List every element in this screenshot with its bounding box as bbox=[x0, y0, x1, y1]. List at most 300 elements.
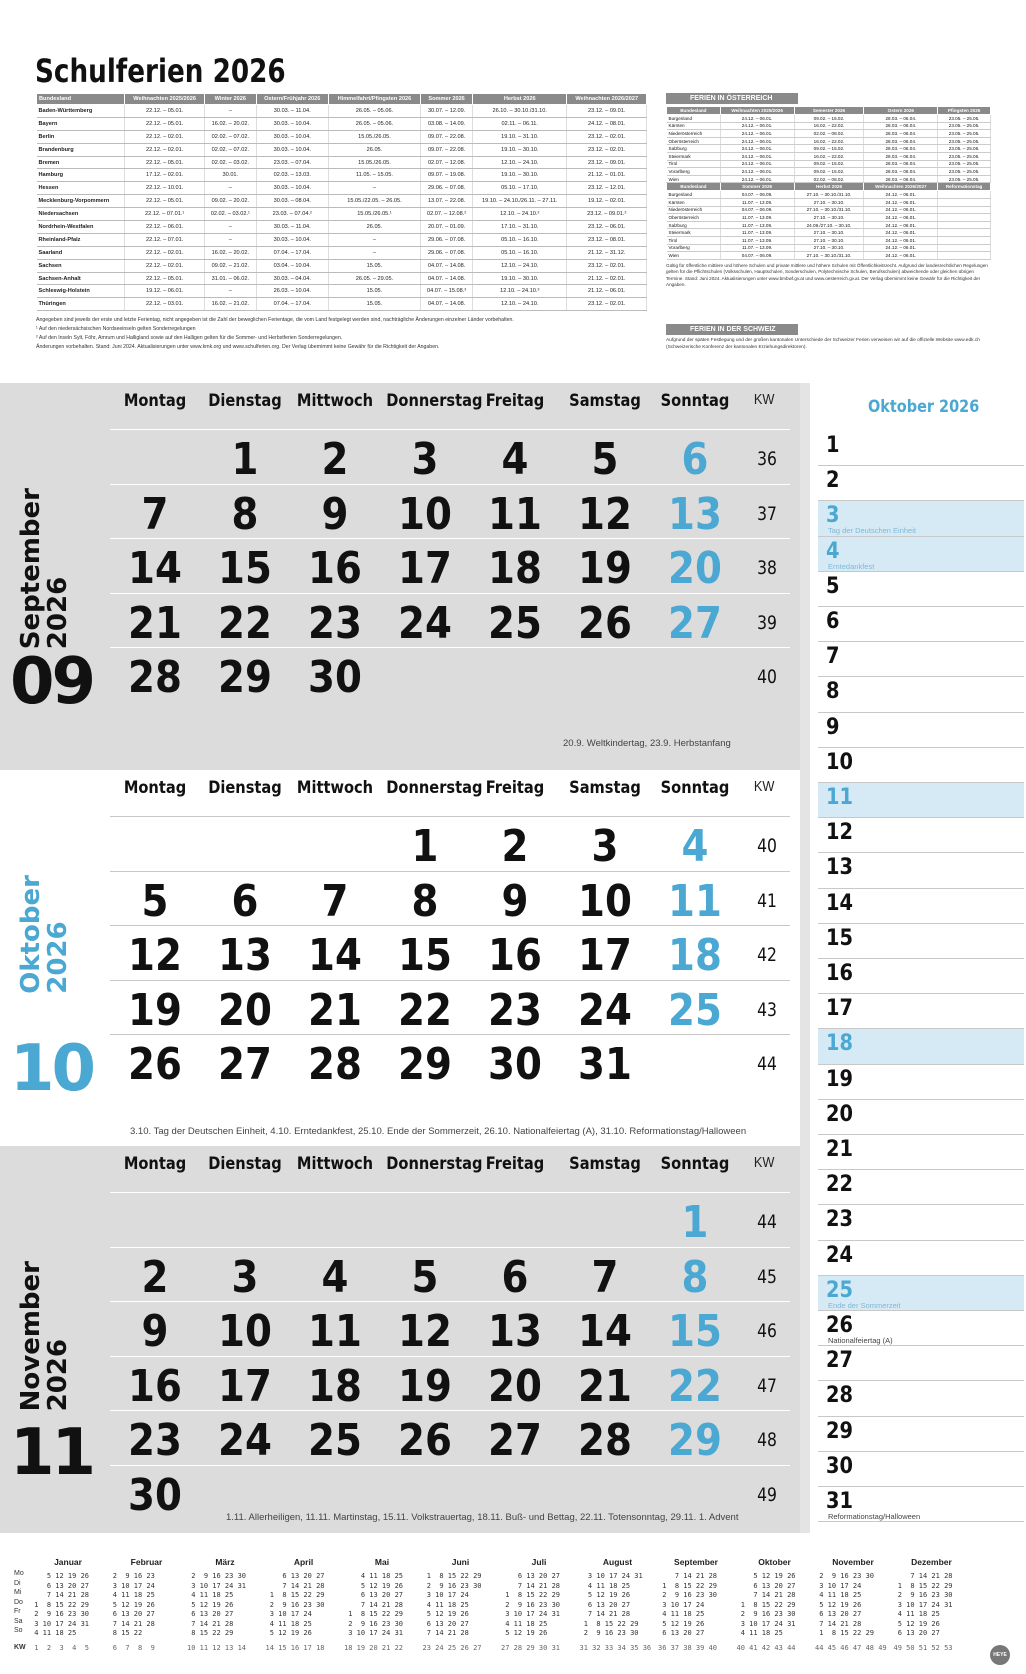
table-row bbox=[37, 259, 647, 272]
day-number: 11 bbox=[668, 875, 722, 927]
year-week-row: 2 9 16 23 30 bbox=[658, 1591, 718, 1599]
day-number: 14 bbox=[128, 543, 182, 594]
year-month-days bbox=[501, 1572, 577, 1639]
table-header-cell: Weihnachten 2025/2026 bbox=[125, 94, 205, 105]
year-week-row: 2 9 16 23 30 bbox=[344, 1619, 404, 1628]
table-cell: 15.05. bbox=[328, 259, 420, 272]
austria-cell: 24.12. – 06.01. bbox=[720, 130, 794, 138]
strip-day-row bbox=[818, 1487, 1024, 1522]
austria-cell: Burgenland bbox=[667, 191, 721, 199]
year-week-row: 5 12 19 26 bbox=[187, 1600, 234, 1609]
strip-day-number: 27 bbox=[826, 1348, 853, 1374]
year-week-row: 3 10 17 24 bbox=[658, 1600, 705, 1609]
year-month-name: Juli bbox=[531, 1557, 547, 1567]
austria-cell: 02.02. – 08.02. bbox=[794, 130, 864, 138]
day-number: 22 bbox=[398, 984, 452, 1036]
table-cell: 30.03. – 10.04. bbox=[256, 117, 328, 130]
day-number: 28 bbox=[308, 1039, 362, 1090]
table-cell: 02.11. – 06.11. bbox=[473, 117, 567, 130]
strip-day-row bbox=[818, 607, 1024, 642]
strip-day-row bbox=[818, 431, 1024, 466]
table-cell: – bbox=[204, 221, 256, 234]
austria-cell: 23.05. – 25.05. bbox=[938, 160, 991, 168]
table-header-cell: Ostern/Frühjahr 2026 bbox=[256, 94, 328, 105]
austria-header-row bbox=[667, 183, 991, 191]
strip-day-number: 23 bbox=[826, 1207, 853, 1233]
austria-row bbox=[667, 152, 991, 160]
weekday-label: Di bbox=[14, 1579, 21, 1587]
austria-row bbox=[667, 252, 991, 260]
year-month-name: September bbox=[674, 1557, 718, 1567]
month-footer-notes: 1.11. Allerheiligen, 11.11. Martinstag, 15.11. Volkstrauertag, 18.11. Buß- und Bettag, 22.11. Totensonntag, 29.11. 1. Advent bbox=[226, 1512, 739, 1523]
day-number: 23 bbox=[488, 984, 542, 1036]
austria-row bbox=[667, 145, 991, 153]
austria-cell: 27.10. – 30.10./31.10. bbox=[794, 252, 864, 260]
austria-cell: 24.12. – 06.01. bbox=[720, 160, 794, 168]
table-cell: 26.05. – 05.06. bbox=[328, 117, 420, 130]
table-cell: 19.12. – 02.01. bbox=[567, 195, 647, 208]
austria-header-cell: Reformationstag bbox=[938, 183, 991, 191]
year-week-row: 4 11 18 25 bbox=[344, 1572, 404, 1580]
austria-cell: Vorarlberg bbox=[667, 244, 721, 252]
table-cell: 09.07. – 22.08. bbox=[421, 130, 473, 143]
austria-row bbox=[667, 175, 991, 183]
year-week-row: 2 9 16 23 30 bbox=[736, 1610, 796, 1618]
table-row bbox=[37, 233, 647, 246]
table-cell: 15.05./26.05. bbox=[328, 130, 420, 143]
weekday-header: Samstag bbox=[569, 778, 641, 798]
year-week-row: 3 10 17 24 bbox=[265, 1610, 312, 1618]
strip-day-row bbox=[818, 537, 1024, 572]
table-cell: 22.12. – 07.01. bbox=[125, 233, 205, 246]
day-number: 18 bbox=[308, 1360, 362, 1412]
year-week-row: 1 8 15 22 29 bbox=[815, 1629, 875, 1637]
austria-header-cell: Ostern 2026 bbox=[864, 107, 938, 115]
austria-cell: Salzburg bbox=[667, 221, 721, 229]
year-week-row: 6 13 20 27 bbox=[187, 1610, 234, 1618]
year-week-row: 5 12 19 26 bbox=[422, 1610, 469, 1618]
year-week-row: 6 13 20 27 bbox=[30, 1581, 90, 1590]
table-cell: 26.05. – 05.06. bbox=[328, 105, 420, 118]
strip-day-number: 31 bbox=[826, 1489, 853, 1514]
strip-day-row bbox=[818, 924, 1024, 959]
year-week-row: 3 10 17 24 bbox=[108, 1581, 155, 1590]
weekday-header: Mittwoch bbox=[296, 1154, 374, 1174]
year-month-days bbox=[30, 1572, 106, 1639]
day-number: 15 bbox=[218, 543, 272, 594]
kw-header: KW bbox=[753, 1154, 775, 1171]
austria-cell: Steiermark bbox=[667, 152, 721, 160]
year-week-row: 4 11 18 25 bbox=[108, 1591, 155, 1599]
table-cell: 12.10. – 24.10. bbox=[473, 259, 567, 272]
week-number: 39 bbox=[757, 611, 777, 634]
year-week-row: 1 8 15 22 29 bbox=[265, 1591, 325, 1599]
table-row bbox=[37, 117, 647, 130]
year-month-april bbox=[265, 1557, 342, 1652]
austria-cell: 24.12. – 06.01. bbox=[720, 152, 794, 160]
austria-header-cell: Weihnachten 2025/2026 bbox=[720, 107, 794, 115]
day-number: 6 bbox=[231, 875, 259, 927]
strip-day-row bbox=[818, 1417, 1024, 1452]
strip-day-number: 18 bbox=[826, 1031, 853, 1057]
austria-cell: Kärnten bbox=[667, 122, 721, 130]
weekday-header: Sonntag bbox=[660, 778, 730, 798]
table-cell: 23.03. – 07.04. bbox=[256, 156, 328, 169]
year-week-row: 3 10 17 24 31 bbox=[501, 1610, 561, 1618]
table-cell: 21.12. – 02.01. bbox=[567, 272, 647, 285]
strip-day-row bbox=[818, 713, 1024, 748]
table-header-cell: Himmelfahrt/Pfingsten 2026 bbox=[328, 94, 420, 105]
publisher-logo: HEYE bbox=[990, 1645, 1010, 1665]
strip-day-number: 5 bbox=[826, 573, 840, 599]
table-cell: 17.12. – 02.01. bbox=[125, 169, 205, 182]
note-2: ¹ Auf den niedersächsischen Nordseeinseln gelten Sonderregelungen bbox=[36, 326, 196, 332]
austria-row bbox=[667, 191, 991, 199]
table-cell: 12.10. – 24.10.³ bbox=[473, 285, 567, 298]
table-cell: 23.12. – 06.01. bbox=[567, 221, 647, 234]
strip-day-number: 12 bbox=[826, 820, 853, 846]
austria-cell: Wien bbox=[667, 252, 721, 260]
year-month-name: März bbox=[215, 1557, 235, 1567]
week-number: 45 bbox=[757, 1265, 777, 1288]
table-cell: 30.03. – 10.04. bbox=[256, 182, 328, 195]
year-week-row: 6 13 20 27 bbox=[344, 1591, 404, 1599]
week-row bbox=[110, 816, 790, 870]
week-number: 41 bbox=[757, 889, 777, 912]
weekday-label: Mi bbox=[14, 1589, 22, 1596]
year-week-row: 5 12 19 26 bbox=[893, 1619, 940, 1628]
week-number: 42 bbox=[757, 944, 777, 966]
strip-day-number: 29 bbox=[826, 1418, 853, 1444]
strip-day-row bbox=[818, 1452, 1024, 1487]
day-number: 30 bbox=[308, 652, 362, 703]
table-cell: 23.12. – 08.01. bbox=[567, 233, 647, 246]
strip-day-note: Nationalfeiertag (A) bbox=[828, 1336, 893, 1345]
table-cell: Thüringen bbox=[37, 298, 125, 311]
year-week-row: 7 14 21 28 bbox=[736, 1591, 796, 1599]
table-cell: 23.12. – 09.01.² bbox=[567, 208, 647, 221]
strip-day-number: 2 bbox=[826, 468, 840, 494]
table-cell: 29.06. – 07.08. bbox=[421, 182, 473, 195]
year-week-row: 6 13 20 27 bbox=[815, 1610, 862, 1618]
table-cell: 02.07. – 12.08.² bbox=[421, 208, 473, 221]
austria-cell: 23.05. – 25.05. bbox=[938, 130, 991, 138]
table-cell: 16.02. – 20.02. bbox=[204, 246, 256, 259]
day-number: 19 bbox=[578, 543, 632, 594]
table-cell: 30.03. – 10.04. bbox=[256, 233, 328, 246]
year-week-row: 5 12 19 26 bbox=[658, 1619, 705, 1628]
austria-row bbox=[667, 198, 991, 206]
year-week-row: 8 15 22 29 bbox=[187, 1629, 234, 1637]
austria-header-cell: Semester 2026 bbox=[794, 107, 864, 115]
table-cell: 04.07. – 15.08.³ bbox=[421, 285, 473, 298]
table-cell: 23.12. – 12.01. bbox=[567, 182, 647, 195]
day-number: 28 bbox=[128, 652, 182, 703]
austria-cell: Steiermark bbox=[667, 229, 721, 237]
week-number: 47 bbox=[757, 1374, 777, 1397]
year-month-kws: 10 11 12 13 14 bbox=[187, 1644, 247, 1652]
table-cell: 21.12. – 31.12. bbox=[567, 246, 647, 259]
day-number: 13 bbox=[218, 930, 272, 981]
week-number: 49 bbox=[757, 1483, 777, 1506]
year-month-kws: 27 28 29 30 31 bbox=[501, 1644, 561, 1652]
table-cell: – bbox=[204, 182, 256, 195]
week-row bbox=[110, 1410, 790, 1464]
october-day-strip bbox=[800, 383, 1026, 1533]
year-week-row: 4 11 18 25 bbox=[579, 1581, 631, 1590]
day-number: 27 bbox=[488, 1415, 542, 1466]
table-cell: 16.02. – 21.02. bbox=[204, 298, 256, 311]
weekday-header: Montag bbox=[123, 391, 187, 411]
austria-cell: 27.10. – 30.10. bbox=[794, 198, 864, 206]
table-header-cell: Winter 2026 bbox=[204, 94, 256, 105]
table-cell: 02.02. – 03.02.¹ bbox=[204, 208, 256, 221]
strip-day-row bbox=[818, 1381, 1024, 1416]
week-number: 40 bbox=[757, 835, 777, 857]
strip-day-row bbox=[818, 642, 1024, 677]
table-cell: 03.08. – 14.09. bbox=[421, 117, 473, 130]
strip-day-row bbox=[818, 783, 1024, 818]
strip-day-row bbox=[818, 1100, 1024, 1135]
table-cell: 09.07. – 19.08. bbox=[421, 169, 473, 182]
table-cell: 22.12. – 03.01. bbox=[125, 298, 205, 311]
austria-row bbox=[667, 137, 991, 145]
austria-cell: 28.03. – 06.04. bbox=[864, 137, 938, 145]
year-week-row: 7 14 21 28 bbox=[422, 1629, 469, 1637]
austria-cell: 11.07. – 13.09. bbox=[720, 244, 794, 252]
year-month-days bbox=[423, 1572, 499, 1639]
month-year: 2026 bbox=[43, 1339, 73, 1412]
month-name: September bbox=[16, 488, 46, 650]
week-row bbox=[110, 429, 790, 483]
year-month-kws: 14 15 16 17 18 bbox=[265, 1644, 325, 1652]
year-week-row: 6 13 20 27 bbox=[422, 1619, 469, 1628]
table-cell: 02.03. – 13.03. bbox=[256, 169, 328, 182]
table-cell: 22.12. – 02.01. bbox=[125, 259, 205, 272]
austria-cell: 04.07. – 06.09. bbox=[720, 252, 794, 260]
week-number: 46 bbox=[757, 1320, 777, 1342]
week-number: 44 bbox=[757, 1211, 777, 1233]
weekday-header: Freitag bbox=[485, 778, 545, 798]
table-cell: 15.05. bbox=[328, 298, 420, 311]
year-week-row: 5 12 19 26 bbox=[344, 1581, 404, 1590]
day-number: 13 bbox=[668, 488, 722, 540]
day-number: 2 bbox=[141, 1251, 169, 1303]
year-week-row: 4 11 18 25 bbox=[658, 1610, 705, 1618]
year-week-row: 1 8 15 22 29 bbox=[893, 1581, 953, 1590]
year-week-row: 2 9 16 23 30 bbox=[422, 1581, 482, 1590]
table-cell: 04.07. – 14.08. bbox=[421, 272, 473, 285]
year-overview bbox=[0, 1533, 1026, 1674]
table-cell: Bremen bbox=[37, 156, 125, 169]
table-cell: 30.03. – 11.04. bbox=[256, 105, 328, 118]
table-row bbox=[37, 130, 647, 143]
austria-cell: 24.12. – 06.01. bbox=[720, 145, 794, 153]
table-cell: Bayern bbox=[37, 117, 125, 130]
day-number: 26 bbox=[128, 1039, 182, 1090]
day-number: 19 bbox=[398, 1360, 452, 1412]
austria-cell: 27.10. – 30.10. bbox=[794, 214, 864, 222]
year-week-row: 2 9 16 23 30 bbox=[893, 1591, 953, 1599]
day-number: 6 bbox=[681, 434, 709, 485]
austria-cell bbox=[938, 221, 991, 229]
austria-cell: 09.02. – 15.02. bbox=[794, 115, 864, 123]
week-row bbox=[110, 980, 790, 1034]
year-month-name: Juni bbox=[451, 1557, 470, 1567]
day-number: 10 bbox=[218, 1306, 272, 1357]
strip-day-number: 17 bbox=[826, 996, 853, 1022]
austria-cell: 11.07. – 13.09. bbox=[720, 236, 794, 244]
year-month-märz bbox=[187, 1557, 263, 1652]
austria-cell: 24.12. – 06.01. bbox=[864, 229, 938, 237]
austria-cell: 28.03. – 06.04. bbox=[864, 145, 938, 153]
week-number: 37 bbox=[757, 502, 777, 525]
year-week-row: 3 10 17 24 bbox=[815, 1581, 862, 1590]
week-number: 43 bbox=[757, 998, 777, 1021]
year-week-row: 2 9 16 23 30 bbox=[815, 1572, 875, 1580]
day-number: 25 bbox=[668, 984, 722, 1036]
day-number: 22 bbox=[218, 597, 272, 649]
day-number: 24 bbox=[218, 1415, 272, 1466]
month-name-text bbox=[18, 875, 72, 994]
austria-row bbox=[667, 160, 991, 168]
year-month-september bbox=[658, 1557, 734, 1652]
year-week-row: 4 11 18 25 bbox=[265, 1619, 312, 1628]
table-row bbox=[37, 246, 647, 259]
kw-header: KW bbox=[753, 778, 775, 795]
table-cell: 23.12. – 02.01. bbox=[567, 298, 647, 311]
day-number: 23 bbox=[308, 597, 362, 649]
table-cell: 22.12. – 10.01. bbox=[125, 182, 205, 195]
weekday-label: So bbox=[14, 1627, 23, 1634]
strip-day-row bbox=[818, 889, 1024, 924]
austria-cell bbox=[938, 214, 991, 222]
year-week-row: 6 13 20 27 bbox=[108, 1610, 155, 1618]
austria-row bbox=[667, 122, 991, 130]
month-name: November bbox=[16, 1261, 46, 1412]
day-number: 4 bbox=[681, 821, 709, 872]
day-number: 10 bbox=[398, 488, 452, 540]
austria-cell bbox=[938, 236, 991, 244]
week-row bbox=[110, 593, 790, 647]
strip-day-number: 9 bbox=[826, 714, 840, 740]
table-cell: 13.07. – 22.08. bbox=[421, 195, 473, 208]
day-number: 8 bbox=[231, 488, 259, 540]
table-cell: Berlin bbox=[37, 130, 125, 143]
year-week-row: 4 11 18 25 bbox=[422, 1600, 469, 1609]
strip-day-row bbox=[818, 1311, 1024, 1346]
table-cell: 26.05. – 29.05. bbox=[328, 272, 420, 285]
weekday-header: Mittwoch bbox=[296, 778, 374, 798]
year-week-row: 4 11 18 25 bbox=[30, 1629, 77, 1637]
month-number: 09 bbox=[10, 645, 94, 719]
strip-day-number: 1 bbox=[826, 433, 840, 458]
day-number: 25 bbox=[308, 1415, 362, 1466]
day-number: 4 bbox=[321, 1251, 349, 1303]
table-cell: 22.12. – 07.01.¹ bbox=[125, 208, 205, 221]
year-week-row: 7 14 21 28 bbox=[658, 1572, 718, 1580]
austria-header-cell: Herbst 2026 bbox=[794, 183, 864, 191]
austria-row bbox=[667, 206, 991, 214]
austria-cell bbox=[938, 252, 991, 260]
austria-cell: 28.03. – 06.04. bbox=[864, 168, 938, 176]
austria-cell: 23.05. – 25.05. bbox=[938, 152, 991, 160]
year-week-row: 2 9 16 23 30 bbox=[187, 1572, 247, 1580]
table-cell: 05.10. – 16.10. bbox=[473, 246, 567, 259]
strip-day-number: 3 bbox=[826, 503, 840, 529]
strip-day-number: 26 bbox=[826, 1313, 853, 1338]
table-cell: 09.07. – 22.08. bbox=[421, 143, 473, 156]
table-cell: 09.02. – 21.02. bbox=[204, 259, 256, 272]
year-week-row: 7 14 21 28 bbox=[30, 1591, 90, 1599]
austria-header-cell: Sommer 2026 bbox=[720, 183, 794, 191]
strip-day-row bbox=[818, 959, 1024, 994]
table-cell: 30.03. – 10.04. bbox=[256, 143, 328, 156]
table-row bbox=[37, 285, 647, 298]
kw-label: KW bbox=[14, 1644, 26, 1651]
table-row bbox=[37, 298, 647, 311]
year-week-row: 7 14 21 28 bbox=[815, 1619, 862, 1628]
day-number: 7 bbox=[141, 488, 169, 540]
table-header-cell: Sommer 2026 bbox=[421, 94, 473, 105]
table-cell: Saarland bbox=[37, 246, 125, 259]
year-week-row: 6 13 20 27 bbox=[736, 1581, 796, 1590]
year-week-row: 1 8 15 22 29 bbox=[30, 1600, 90, 1609]
table-cell: Sachsen-Anhalt bbox=[37, 272, 125, 285]
table-cell: 05.10. – 16.10. bbox=[473, 233, 567, 246]
strip-day-row bbox=[818, 1170, 1024, 1205]
austria-cell: 24.12. – 06.01. bbox=[864, 206, 938, 214]
month-number: 11 bbox=[10, 1416, 94, 1490]
year-month-mai bbox=[344, 1557, 420, 1652]
strip-day-row bbox=[818, 1346, 1024, 1381]
table-cell: 12.10. – 24.10.² bbox=[473, 208, 567, 221]
year-week-row: 6 13 20 27 bbox=[658, 1629, 705, 1637]
kw-header: KW bbox=[753, 391, 775, 408]
week-row bbox=[110, 1301, 790, 1355]
weekday-header: Dienstag bbox=[208, 391, 282, 411]
table-cell: 02.07. – 12.08. bbox=[421, 156, 473, 169]
austria-cell: 04.07. – 06.09. bbox=[720, 206, 794, 214]
table-row bbox=[37, 272, 647, 285]
austria-cell: 11.07. – 13.09. bbox=[720, 229, 794, 237]
table-cell: 19.10. – 31.10. bbox=[473, 130, 567, 143]
day-number: 10 bbox=[578, 875, 632, 927]
year-week-row: 7 14 21 28 bbox=[265, 1581, 325, 1590]
year-week-row: 5 12 19 26 bbox=[815, 1600, 862, 1609]
week-number: 44 bbox=[757, 1053, 777, 1075]
table-cell: Mecklenburg-Vorpommern bbox=[37, 195, 125, 208]
austria-cell: 23.05. – 25.05. bbox=[938, 168, 991, 176]
year-month-name: Februar bbox=[130, 1557, 163, 1567]
note-1: Angegeben sind jeweils der erste und letzte Ferientag, nicht angegeben ist die Zahl der beweglichen Ferientage, die vom Land festgelegt werden sind, nachträgliche Änderungen einzelner Länder vorbehalten. bbox=[36, 317, 514, 323]
table-cell: 17.10. – 31.10. bbox=[473, 221, 567, 234]
month-name-vertical bbox=[16, 1261, 73, 1412]
strip-day-number: 22 bbox=[826, 1172, 853, 1198]
strip-day-row bbox=[818, 748, 1024, 783]
week-row bbox=[110, 1356, 790, 1410]
strip-day-note: Tag der Deutschen Einheit bbox=[828, 526, 916, 536]
table-cell: 23.03. – 07.04.² bbox=[256, 208, 328, 221]
week-row bbox=[110, 647, 790, 701]
year-month-days bbox=[894, 1572, 970, 1639]
weekday-label: Fr bbox=[14, 1608, 21, 1615]
year-week-row: 4 11 18 25 bbox=[187, 1591, 234, 1599]
table-cell: 04.07. – 14.08. bbox=[421, 259, 473, 272]
year-week-row: 7 14 21 28 bbox=[893, 1572, 953, 1580]
austria-row bbox=[667, 130, 991, 138]
weekday-header: Freitag bbox=[485, 1154, 545, 1174]
